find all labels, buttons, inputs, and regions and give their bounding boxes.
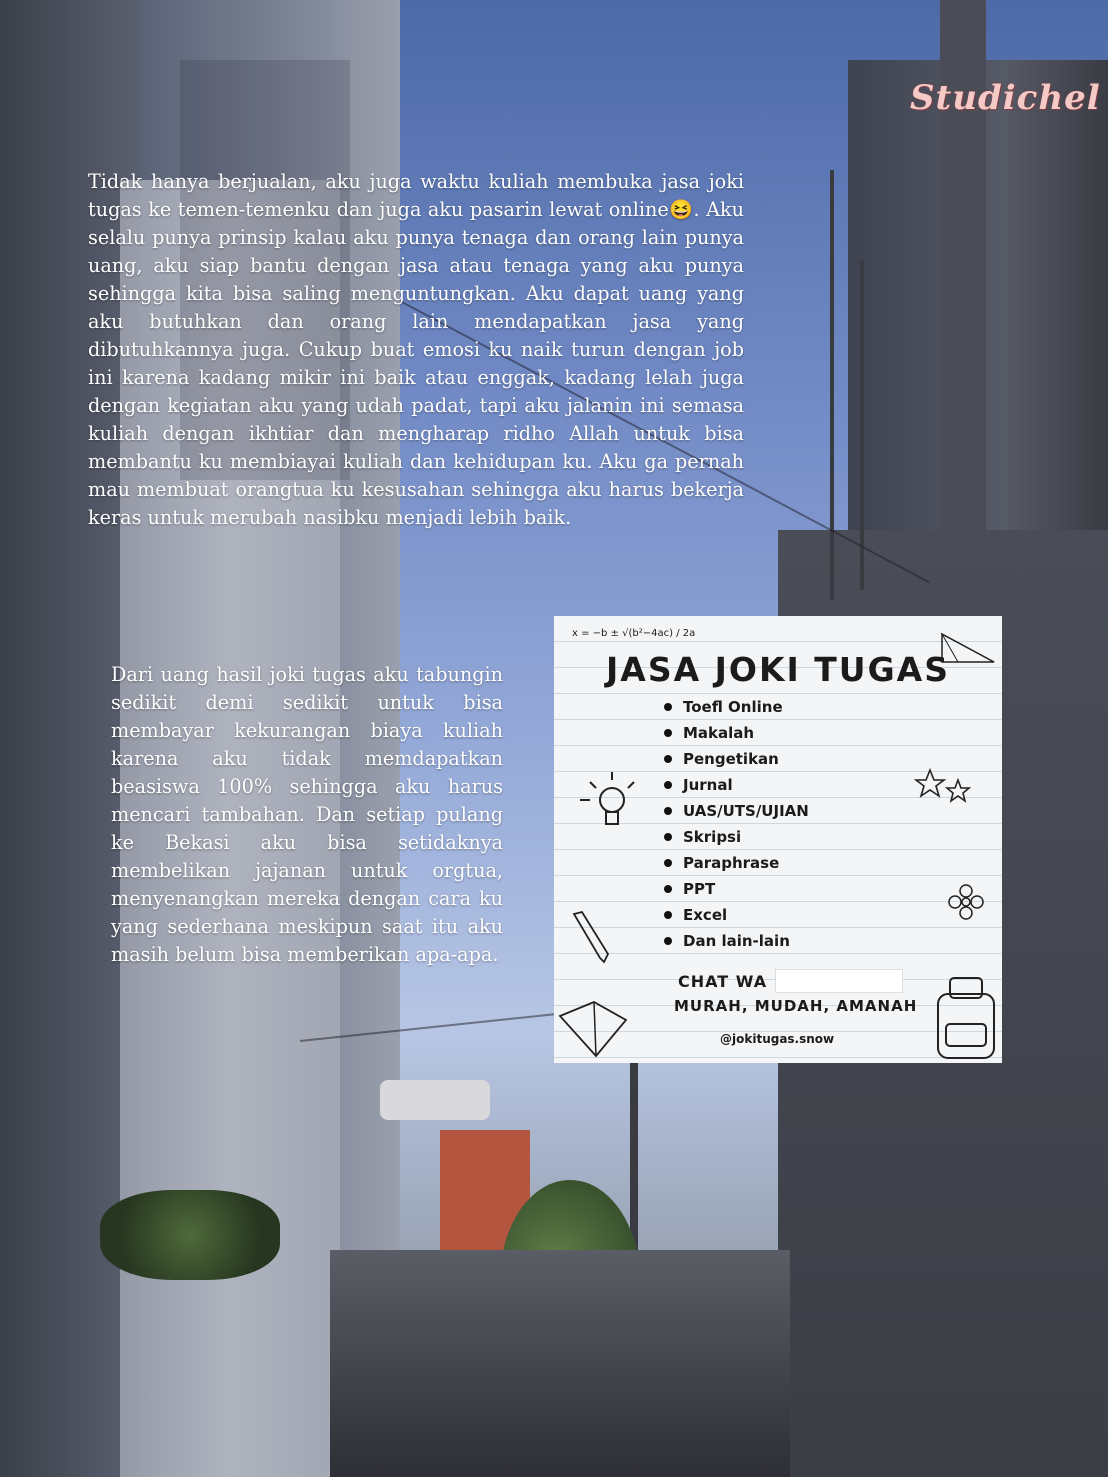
list-item: Jurnal xyxy=(664,772,809,798)
chat-wa-label: CHAT WA xyxy=(678,971,768,991)
quadratic-formula: x = −b ± √(b²−4ac) / 2a xyxy=(572,628,696,639)
service-list xyxy=(664,694,809,954)
list-item: Toefl Online xyxy=(664,694,809,720)
joki-tugas-flyer xyxy=(554,616,1002,1063)
open-book-icon xyxy=(556,994,630,1060)
watermark-logo: Studichel xyxy=(910,78,1101,118)
list-item: UAS/UTS/UJIAN xyxy=(664,798,809,824)
list-item: Dan lain-lain xyxy=(664,928,809,954)
satellite-dish xyxy=(380,1080,490,1120)
rebar xyxy=(830,170,834,600)
list-item: Excel xyxy=(664,902,809,928)
pencil-icon xyxy=(568,910,614,966)
flower-doodle-icon xyxy=(946,882,986,922)
flyer-tagline: MURAH, MUDAH, AMANAH xyxy=(674,997,918,1015)
lightbulb-icon xyxy=(576,768,636,840)
chat-wa-row xyxy=(678,969,903,993)
plants xyxy=(100,1190,280,1280)
stars-doodle-icon xyxy=(914,766,978,806)
alley-path xyxy=(330,1250,790,1477)
phone-number-box xyxy=(775,969,903,993)
instagram-handle: @jokitugas.snow xyxy=(720,1032,835,1046)
rebar xyxy=(860,260,864,590)
list-item: Pengetikan xyxy=(664,746,809,772)
paragraph-bottom: Dari uang hasil joki tugas aku tabungin sedikit demi sedikit untuk bisa membayar kekurangan biaya kuliah karena aku tidak memdapatkan beasiswa 100% sehingga aku harus mencari tambahan. Dan setiap pulang ke Bekasi aku bisa setidaknya membelikan jajanan untuk orgtua, menyenangkan mereka dengan cara ku yang sederhana meskipun saat itu aku masih belum bisa memberikan apa-apa. xyxy=(111,663,503,966)
list-item: Makalah xyxy=(664,720,809,746)
backpack-icon xyxy=(932,974,1000,1062)
flyer-title: JASA JOKI TUGAS xyxy=(606,650,950,689)
list-item: Skripsi xyxy=(664,824,809,850)
list-item: PPT xyxy=(664,876,809,902)
paragraph-top: Tidak hanya berjualan, aku juga waktu kuliah membuka jasa joki tugas ke temen-temenku dan juga aku pasarin lewat online😆. Aku selalu punya prinsip kalau aku punya tenaga dan orang lain punya uang, aku siap bantu dengan jasa atau tenaga yang aku punya sehingga kita bisa saling menguntungkan. Aku dapat uang yang aku butuhkan dan orang lain mendapatkan jasa yang dibutuhkannya juga. Cukup buat emosi ku naik turun dengan job ini karena kadang mikir ini baik atau enggak, kadang lelah juga dengan kegiatan aku yang udah padat, tapi aku jalanin ini semasa kuliah dengan ikhtiar dan mengharap ridho Allah untuk bisa membantu ku membiayai kuliah dan kehidupan ku. Aku ga pernah mau membuat orangtua ku kesusahan sehingga aku harus bekerja keras untuk merubah nasibku menjadi lebih baik. xyxy=(88,170,744,529)
list-item: Paraphrase xyxy=(664,850,809,876)
